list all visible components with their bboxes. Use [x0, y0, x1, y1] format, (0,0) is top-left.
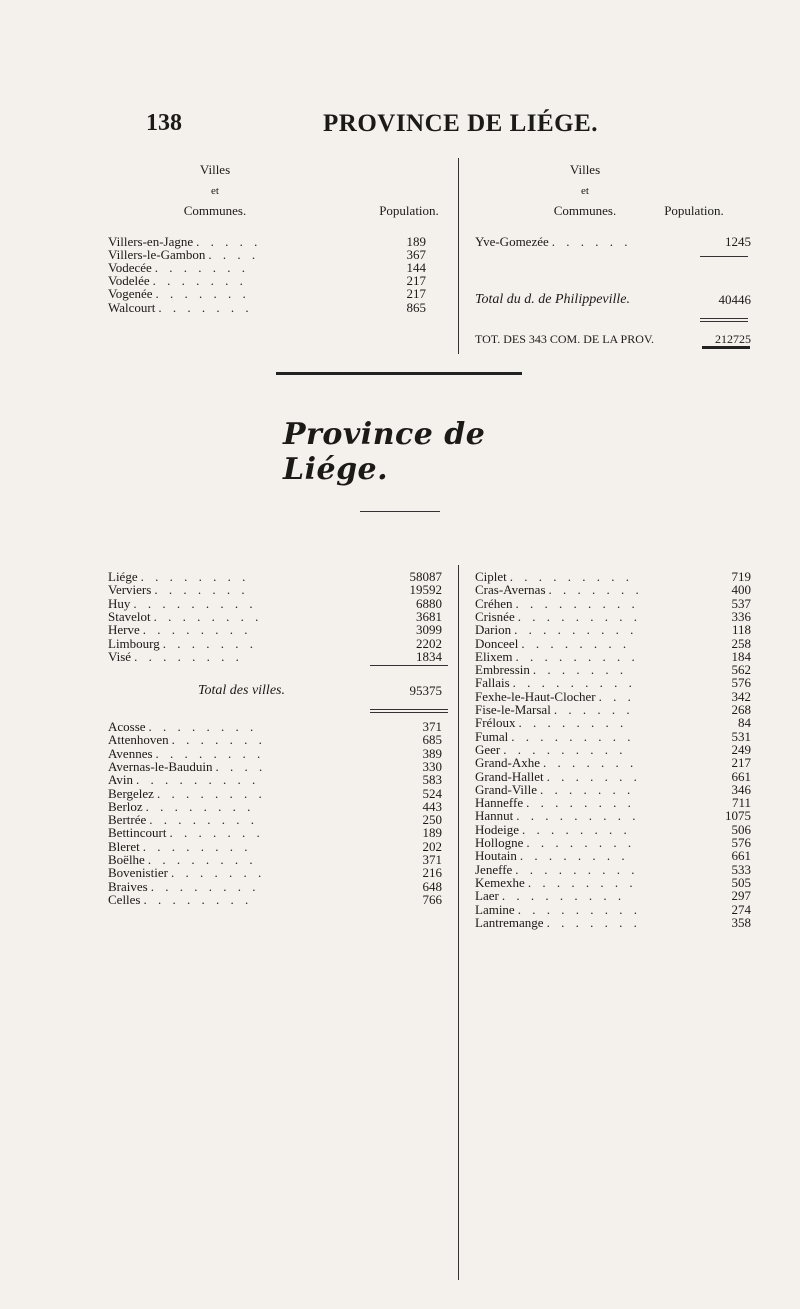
total-district-row — [475, 292, 751, 306]
leader-dots: . . . . . . . . — [526, 835, 636, 850]
entry-value: 58087 — [409, 569, 442, 584]
entry-value: 576 — [731, 835, 751, 850]
entry-value: 358 — [731, 914, 751, 930]
entry-value: 6880 — [416, 595, 442, 611]
leader-dots: . . . . . . . — [170, 865, 266, 881]
double-rule-bottom — [700, 321, 748, 322]
leader-dots: . . . . . . . — [152, 273, 247, 289]
leader-dots: . . . . . . . — [546, 914, 641, 930]
list-item — [108, 719, 442, 733]
entry-name: Limbourg — [108, 635, 160, 651]
leader-dots: . . . — [598, 688, 635, 704]
leader-dots: . . . . . . . . — [521, 635, 631, 651]
entry-value: 1834 — [416, 648, 442, 664]
list-item — [475, 862, 751, 876]
top-right-head-et: et — [581, 185, 589, 197]
total-province-label: TOT. DES 343 COM. DE LA PROV. — [475, 332, 655, 346]
top-column-divider — [458, 158, 459, 354]
leader-dots: . . . . . . . — [542, 755, 638, 771]
leader-dots: . . . . . . . . — [150, 878, 260, 894]
leader-dots: . . . . . . . — [532, 662, 628, 678]
entry-value: 1075 — [725, 808, 751, 824]
entry-name: Créhen — [475, 595, 513, 611]
list-item — [475, 689, 751, 703]
entry-name: Grand-Hallet — [475, 768, 544, 784]
list-item — [108, 300, 426, 314]
list-item — [108, 812, 442, 826]
entry-name: Villers-en-Jagne — [108, 234, 194, 249]
entry-value: 766 — [422, 891, 442, 907]
list-item — [108, 569, 442, 583]
list-item — [108, 636, 442, 650]
entry-value: 297 — [731, 888, 751, 904]
leader-dots: . . . . . . . . . — [512, 675, 636, 691]
top-right-head-villes: Villes — [569, 162, 601, 177]
list-item — [108, 799, 442, 813]
leader-dots: . . . . . . . . . — [509, 569, 634, 584]
list-item — [475, 702, 751, 716]
entry-name: Boëlhe — [108, 852, 145, 867]
leader-dots: . . . . . . . . — [145, 798, 255, 814]
entry-value: 583 — [422, 772, 442, 788]
entry-value: 531 — [731, 728, 751, 744]
total-province-row — [475, 332, 751, 346]
entry-value: 661 — [731, 768, 751, 784]
entry-name: Avennes — [108, 745, 153, 761]
list-item — [475, 875, 751, 889]
list-item — [475, 662, 751, 676]
list-item — [475, 675, 751, 689]
entry-name: Vodelée — [108, 273, 150, 289]
cities-total-rule — [370, 665, 448, 666]
leader-dots: . . . . . . . . — [519, 848, 629, 864]
entry-value: 217 — [731, 755, 751, 771]
subtotal-rule — [700, 256, 748, 257]
list-item — [475, 622, 751, 636]
entry-value: 562 — [731, 662, 751, 678]
entry-value: 2202 — [416, 635, 442, 651]
list-item — [108, 759, 442, 773]
list-item — [108, 596, 442, 610]
entry-value: 1245 — [725, 234, 751, 249]
entry-name: Avin — [108, 772, 134, 788]
list-item — [475, 755, 751, 769]
leader-dots: . . . . . . . — [154, 260, 250, 276]
entry-name: Fallais — [475, 675, 510, 691]
list-item — [108, 582, 442, 596]
leader-dots: . . . . . . . . . — [503, 741, 627, 757]
entry-name: Berloz — [108, 798, 143, 814]
entry-name: Bertrée — [108, 812, 147, 828]
entry-name: Hannut — [475, 808, 514, 824]
entry-name: Ciplet — [475, 569, 507, 584]
entry-name: Laer — [475, 888, 499, 904]
page-title: PROVINCE DE LIÉGE. — [323, 110, 599, 137]
entry-name: Herve — [108, 622, 140, 638]
province-banner-text: Province de Liége. — [283, 417, 486, 487]
top-left-head-communes: Communes. — [183, 203, 247, 218]
entry-value: 3099 — [416, 622, 442, 638]
top-left-head-et: et — [211, 185, 219, 197]
list-item — [108, 865, 442, 879]
entry-value: 217 — [406, 286, 426, 302]
list-item — [475, 915, 751, 929]
entry-value: 189 — [422, 825, 442, 841]
leader-dots: . . . . . . . — [162, 635, 258, 651]
entry-name: Hanneffe — [475, 795, 524, 811]
list-item — [108, 247, 426, 261]
list-item — [108, 839, 442, 853]
leader-dots: . . . . . . . . . — [517, 608, 641, 624]
leader-dots: . . . . . . . . . — [515, 861, 639, 877]
entry-value: 342 — [731, 688, 751, 704]
entry-name: Donceel — [475, 635, 519, 651]
leader-dots: . . . . . . . . — [148, 719, 258, 734]
entry-name: Embressin — [475, 662, 530, 678]
entry-name: Hollogne — [475, 835, 524, 850]
list-item — [475, 729, 751, 743]
leader-dots: . . . . . . . . — [149, 812, 259, 828]
total-cities-row — [108, 683, 448, 697]
entry-name: Grand-Ville — [475, 781, 538, 797]
leader-dots: . . . . . . . . — [527, 874, 637, 890]
list-item — [108, 649, 442, 663]
entry-value: 268 — [731, 702, 751, 717]
leader-dots: . . . . . . . . — [140, 569, 250, 584]
leader-dots: . . . . . . . . — [518, 715, 628, 731]
entry-name: Cras-Avernas — [475, 582, 546, 598]
entry-name: Fexhe-le-Haut-Clocher — [475, 688, 596, 704]
leader-dots: . . . . . . . . — [155, 745, 265, 761]
list-item — [475, 596, 751, 610]
entry-name: Geer — [475, 741, 501, 757]
list-item — [108, 609, 442, 623]
entry-name: Avernas-le-Bauduin — [108, 758, 213, 774]
entry-name: Hodeige — [475, 821, 520, 837]
leader-dots: . . . . . . . . . — [133, 595, 257, 611]
leader-dots: . . . . . . . . — [153, 608, 263, 624]
section-rule-top — [276, 372, 522, 375]
list-item — [475, 808, 751, 822]
entry-name: Grand-Axhe — [475, 755, 540, 771]
list-item — [475, 782, 751, 796]
leader-dots: . . . . . . — [553, 702, 634, 717]
list-item — [108, 879, 442, 893]
total-cities-label: Total des villes. — [198, 683, 285, 698]
entry-value: 661 — [731, 848, 751, 864]
entry-value: 865 — [406, 299, 426, 315]
entry-name: Fumal — [475, 728, 509, 744]
page-header — [0, 110, 800, 150]
page-number: 138 — [146, 110, 182, 136]
leader-dots: . . . . . . — [551, 234, 632, 249]
entry-value: 84 — [738, 715, 751, 731]
entry-name: Kemexhe — [475, 874, 525, 890]
list-item — [108, 892, 442, 906]
leader-dots: . . . . . . . — [540, 781, 635, 797]
entry-value: 217 — [406, 273, 426, 289]
entry-name: Stavelot — [108, 608, 151, 624]
list-item — [475, 742, 751, 756]
leader-dots: . . . . . . . . — [142, 838, 252, 854]
entry-value: 330 — [422, 758, 442, 774]
entry-value: 189 — [406, 234, 426, 249]
entry-name: Lantremange — [475, 914, 544, 930]
entry-name: Vogenée — [108, 286, 153, 302]
entry-name: Verviers — [108, 582, 152, 598]
leader-dots: . . . . . . . . — [143, 891, 253, 907]
leader-dots: . . . . . . . . . — [515, 595, 639, 611]
entry-name: Fréloux — [475, 715, 516, 731]
list-item — [475, 636, 751, 650]
entry-name: Bergelez — [108, 785, 154, 801]
entry-value: 371 — [422, 852, 442, 867]
list-item — [475, 822, 751, 836]
entry-name: Acosse — [108, 719, 146, 734]
entry-value: 118 — [731, 622, 751, 638]
total-district-value: 40446 — [718, 292, 751, 307]
list-item — [108, 732, 442, 746]
list-item — [475, 795, 751, 809]
entry-name: Fise-le-Marsal — [475, 702, 551, 717]
leader-dots: . . . . . . . . . — [515, 648, 639, 664]
entry-value: 19592 — [409, 582, 442, 598]
leader-dots: . . . . . . . — [169, 825, 264, 841]
leader-dots: . . . . . . . . — [142, 622, 252, 638]
leader-dots: . . . . . . . — [154, 582, 249, 598]
entry-value: 389 — [422, 745, 442, 761]
list-item — [108, 260, 426, 274]
entry-name: Crisnée — [475, 608, 515, 624]
entry-value: 524 — [422, 785, 442, 801]
leader-dots: . . . . . . . . — [526, 795, 635, 811]
entry-value: 336 — [731, 608, 751, 624]
list-item — [475, 234, 751, 248]
entry-value: 367 — [406, 247, 426, 263]
entry-value: 576 — [731, 675, 751, 691]
entry-value: 685 — [422, 732, 442, 748]
entry-value: 400 — [731, 582, 751, 598]
heavy-rule-right — [702, 346, 750, 349]
entry-value: 533 — [731, 861, 751, 877]
list-item — [475, 769, 751, 783]
leader-dots: . . . . . . . . . — [511, 728, 635, 744]
list-item — [475, 835, 751, 849]
leader-dots: . . . . . . . . . — [514, 622, 638, 638]
entry-name: Celles — [108, 891, 141, 907]
entry-name: Attenhoven — [108, 732, 169, 748]
list-item — [475, 609, 751, 623]
leader-dots: . . . . . . . — [158, 299, 253, 315]
list-item — [108, 286, 426, 300]
province-banner — [283, 417, 583, 487]
entry-name: Walcourt — [108, 299, 156, 315]
leader-dots: . . . . . . . . . — [517, 901, 641, 917]
leader-dots: . . . . . . . . — [147, 852, 257, 867]
entry-name: Jeneffe — [475, 861, 513, 877]
list-item — [475, 888, 751, 902]
entry-name: Villers-le-Gambon — [108, 247, 206, 263]
entry-name: Houtain — [475, 848, 517, 864]
leader-dots: . . . . . . . . — [134, 648, 243, 664]
list-item — [475, 582, 751, 596]
list-item — [475, 649, 751, 663]
leader-dots: . . . . . — [196, 234, 262, 249]
entry-value: 184 — [731, 648, 751, 664]
entry-value: 274 — [731, 901, 751, 917]
entry-value: 443 — [422, 798, 442, 814]
entry-name: Liége — [108, 569, 138, 584]
list-item — [475, 715, 751, 729]
entry-name: Yve-Gomezée — [475, 234, 549, 249]
entry-value: 711 — [731, 795, 751, 811]
list-item — [475, 902, 751, 916]
total-province-value: 212725 — [715, 332, 751, 346]
entry-value: 249 — [731, 741, 751, 757]
entry-name: Bovenistier — [108, 865, 168, 881]
list-item — [108, 852, 442, 866]
leader-dots: . . . . . . . . . — [501, 888, 626, 904]
entry-value: 505 — [731, 874, 751, 890]
list-item — [475, 569, 751, 583]
list-item — [108, 786, 442, 800]
section-rule-bottom — [360, 511, 440, 512]
leader-dots: . . . . . . . . . — [136, 772, 260, 788]
entry-name: Bleret — [108, 838, 140, 854]
entry-name: Huy — [108, 595, 131, 611]
entry-name: Lamine — [475, 901, 515, 917]
cities-double-rule-bottom — [370, 712, 448, 713]
leader-dots: . . . . . . . — [155, 286, 250, 302]
entry-name: Darion — [475, 622, 512, 638]
leader-dots: . . . . — [215, 758, 267, 774]
top-left-head-villes: Villes — [199, 162, 231, 177]
list-item — [108, 622, 442, 636]
entry-value: 506 — [731, 821, 751, 837]
entry-value: 3681 — [416, 608, 442, 624]
top-right-head-population: Population. — [664, 203, 724, 218]
leader-dots: . . . . — [208, 247, 260, 263]
leader-dots: . . . . . . . . . — [516, 808, 640, 824]
list-item — [108, 825, 442, 839]
bottom-column-divider — [458, 565, 459, 1280]
double-rule-top — [700, 318, 748, 319]
entry-value: 719 — [731, 569, 751, 584]
entry-value: 537 — [731, 595, 751, 611]
list-item — [108, 746, 442, 760]
entry-value: 371 — [422, 719, 442, 734]
total-cities-value: 95375 — [409, 683, 442, 698]
list-item — [108, 273, 426, 287]
leader-dots: . . . . . . . — [171, 732, 266, 748]
entry-value: 346 — [731, 781, 751, 797]
entry-value: 250 — [422, 812, 442, 828]
total-district-label: Total du d. de Philippeville. — [475, 292, 631, 307]
cities-double-rule-top — [370, 709, 448, 710]
list-item — [108, 234, 426, 248]
entry-name: Vodecée — [108, 260, 152, 276]
entry-name: Visé — [108, 648, 132, 664]
top-right-head-communes: Communes. — [553, 203, 617, 218]
entry-name: Braives — [108, 878, 148, 894]
leader-dots: . . . . . . . . — [522, 821, 631, 837]
entry-value: 258 — [731, 635, 751, 651]
leader-dots: . . . . . . . — [548, 582, 643, 598]
entry-name: Elixem — [475, 648, 513, 664]
list-item — [475, 848, 751, 862]
leader-dots: . . . . . . . — [546, 768, 641, 784]
list-item — [108, 772, 442, 786]
entry-value: 202 — [422, 838, 442, 854]
entry-value: 216 — [422, 865, 442, 881]
leader-dots: . . . . . . . . — [156, 785, 266, 801]
entry-value: 648 — [422, 878, 442, 894]
entry-value: 144 — [406, 260, 426, 276]
entry-name: Bettincourt — [108, 825, 167, 841]
top-left-head-population: Population. — [379, 203, 439, 218]
